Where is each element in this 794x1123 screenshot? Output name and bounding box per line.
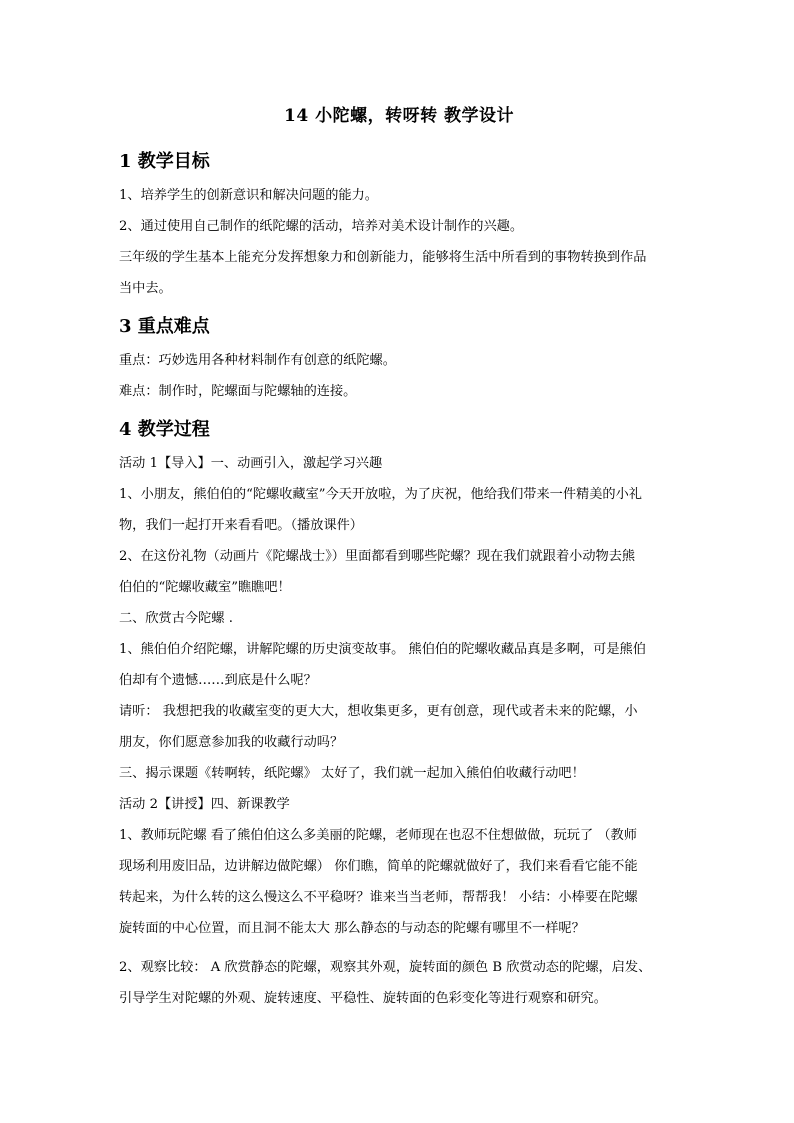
paragraph-line: 重点：巧妙选用各种材料制作有创意的纸陀螺。	[119, 353, 396, 368]
paragraph-line: 1、教师玩陀螺 看了熊伯伯这么多美丽的陀螺，老师现在也忍不住想做做，玩玩了 （教师	[119, 828, 637, 843]
section-heading-teaching-goals: 1 教学目标	[119, 151, 210, 172]
paragraph-line: 旋转面的中心位置，而且洞不能太大 那么静态的与动态的陀螺有哪里不一样呢？	[119, 921, 585, 936]
paragraph-line: 请听： 我想把我的收藏室变的更大大，想收集更多，更有创意，现代或者未来的陀螺，小	[119, 704, 638, 719]
paragraph-line: 引导学生对陀螺的外观、旋转速度、平稳性、旋转面的色彩变化等进行观察和研究。	[119, 991, 607, 1006]
paragraph-line: 转起来，为什么转的这么慢这么不平稳呀？谁来当当老师，帮帮我！ 小结：小棒要在陀螺	[119, 890, 638, 905]
paragraph-line: 三、揭示课题《转啊转，纸陀螺》 太好了，我们就一起加入熊伯伯收藏行动吧！	[119, 766, 585, 781]
paragraph-line: 物，我们一起打开来看看吧。（播放课件）	[119, 518, 363, 533]
paragraph-line: 朋友，你们愿意参加我的收藏行动吗？	[119, 735, 344, 750]
document-title: 14 小陀螺，转呀转 教学设计	[284, 106, 514, 126]
paragraph-line: 1、熊伯伯介绍陀螺，讲解陀螺的历史演变故事。 熊伯伯的陀螺收藏品真是多啊，可是熊伯	[119, 642, 646, 657]
paragraph-line: 2、观察比较： A 欣赏静态的陀螺，观察其外观，旋转面的颜色 B 欣赏动态的陀螺，启发、	[119, 960, 652, 975]
paragraph-line: 难点：制作时，陀螺面与陀螺轴的连接。	[119, 384, 357, 399]
paragraph-line: 活动 2【讲授】四、新课教学	[119, 797, 290, 812]
paragraph-line: 2、通过使用自己制作的纸陀螺的活动，培养对美术设计制作的兴趣。	[119, 219, 524, 234]
paragraph-line: 当中去。	[119, 281, 172, 296]
section-heading-key-points: 3 重点难点	[119, 316, 210, 337]
paragraph-line: 三年级的学生基本上能充分发挥想象力和创新能力，能够将生活中所看到的事物转换到作品	[119, 250, 647, 265]
paragraph-line: 1、培养学生的创新意识和解决问题的能力。	[119, 188, 378, 203]
paragraph-line: 现场利用废旧品，边讲解边做陀螺） 你们瞧，简单的陀螺就做好了，我们来看看它能不能	[119, 859, 638, 874]
paragraph-line: 伯伯的“陀螺收藏室”瞧瞧吧！	[119, 580, 291, 595]
section-heading-teaching-process: 4 教学过程	[119, 419, 210, 440]
paragraph-line: 1、小朋友，熊伯伯的“陀螺收藏室”今天开放啦，为了庆祝，他给我们带来一件精美的小礼	[119, 487, 642, 502]
paragraph-line: 活动 1【导入】一、动画引入，激起学习兴趣	[119, 456, 383, 471]
paragraph-line: 2、在这份礼物（动画片《陀螺战士》）里面都看到哪些陀螺？现在我们就跟着小动物去熊	[119, 549, 636, 564]
paragraph-line: 二、欣赏古今陀螺 .	[119, 611, 233, 626]
paragraph-line: 伯却有个遗憾……到底是什么呢？	[119, 673, 317, 688]
